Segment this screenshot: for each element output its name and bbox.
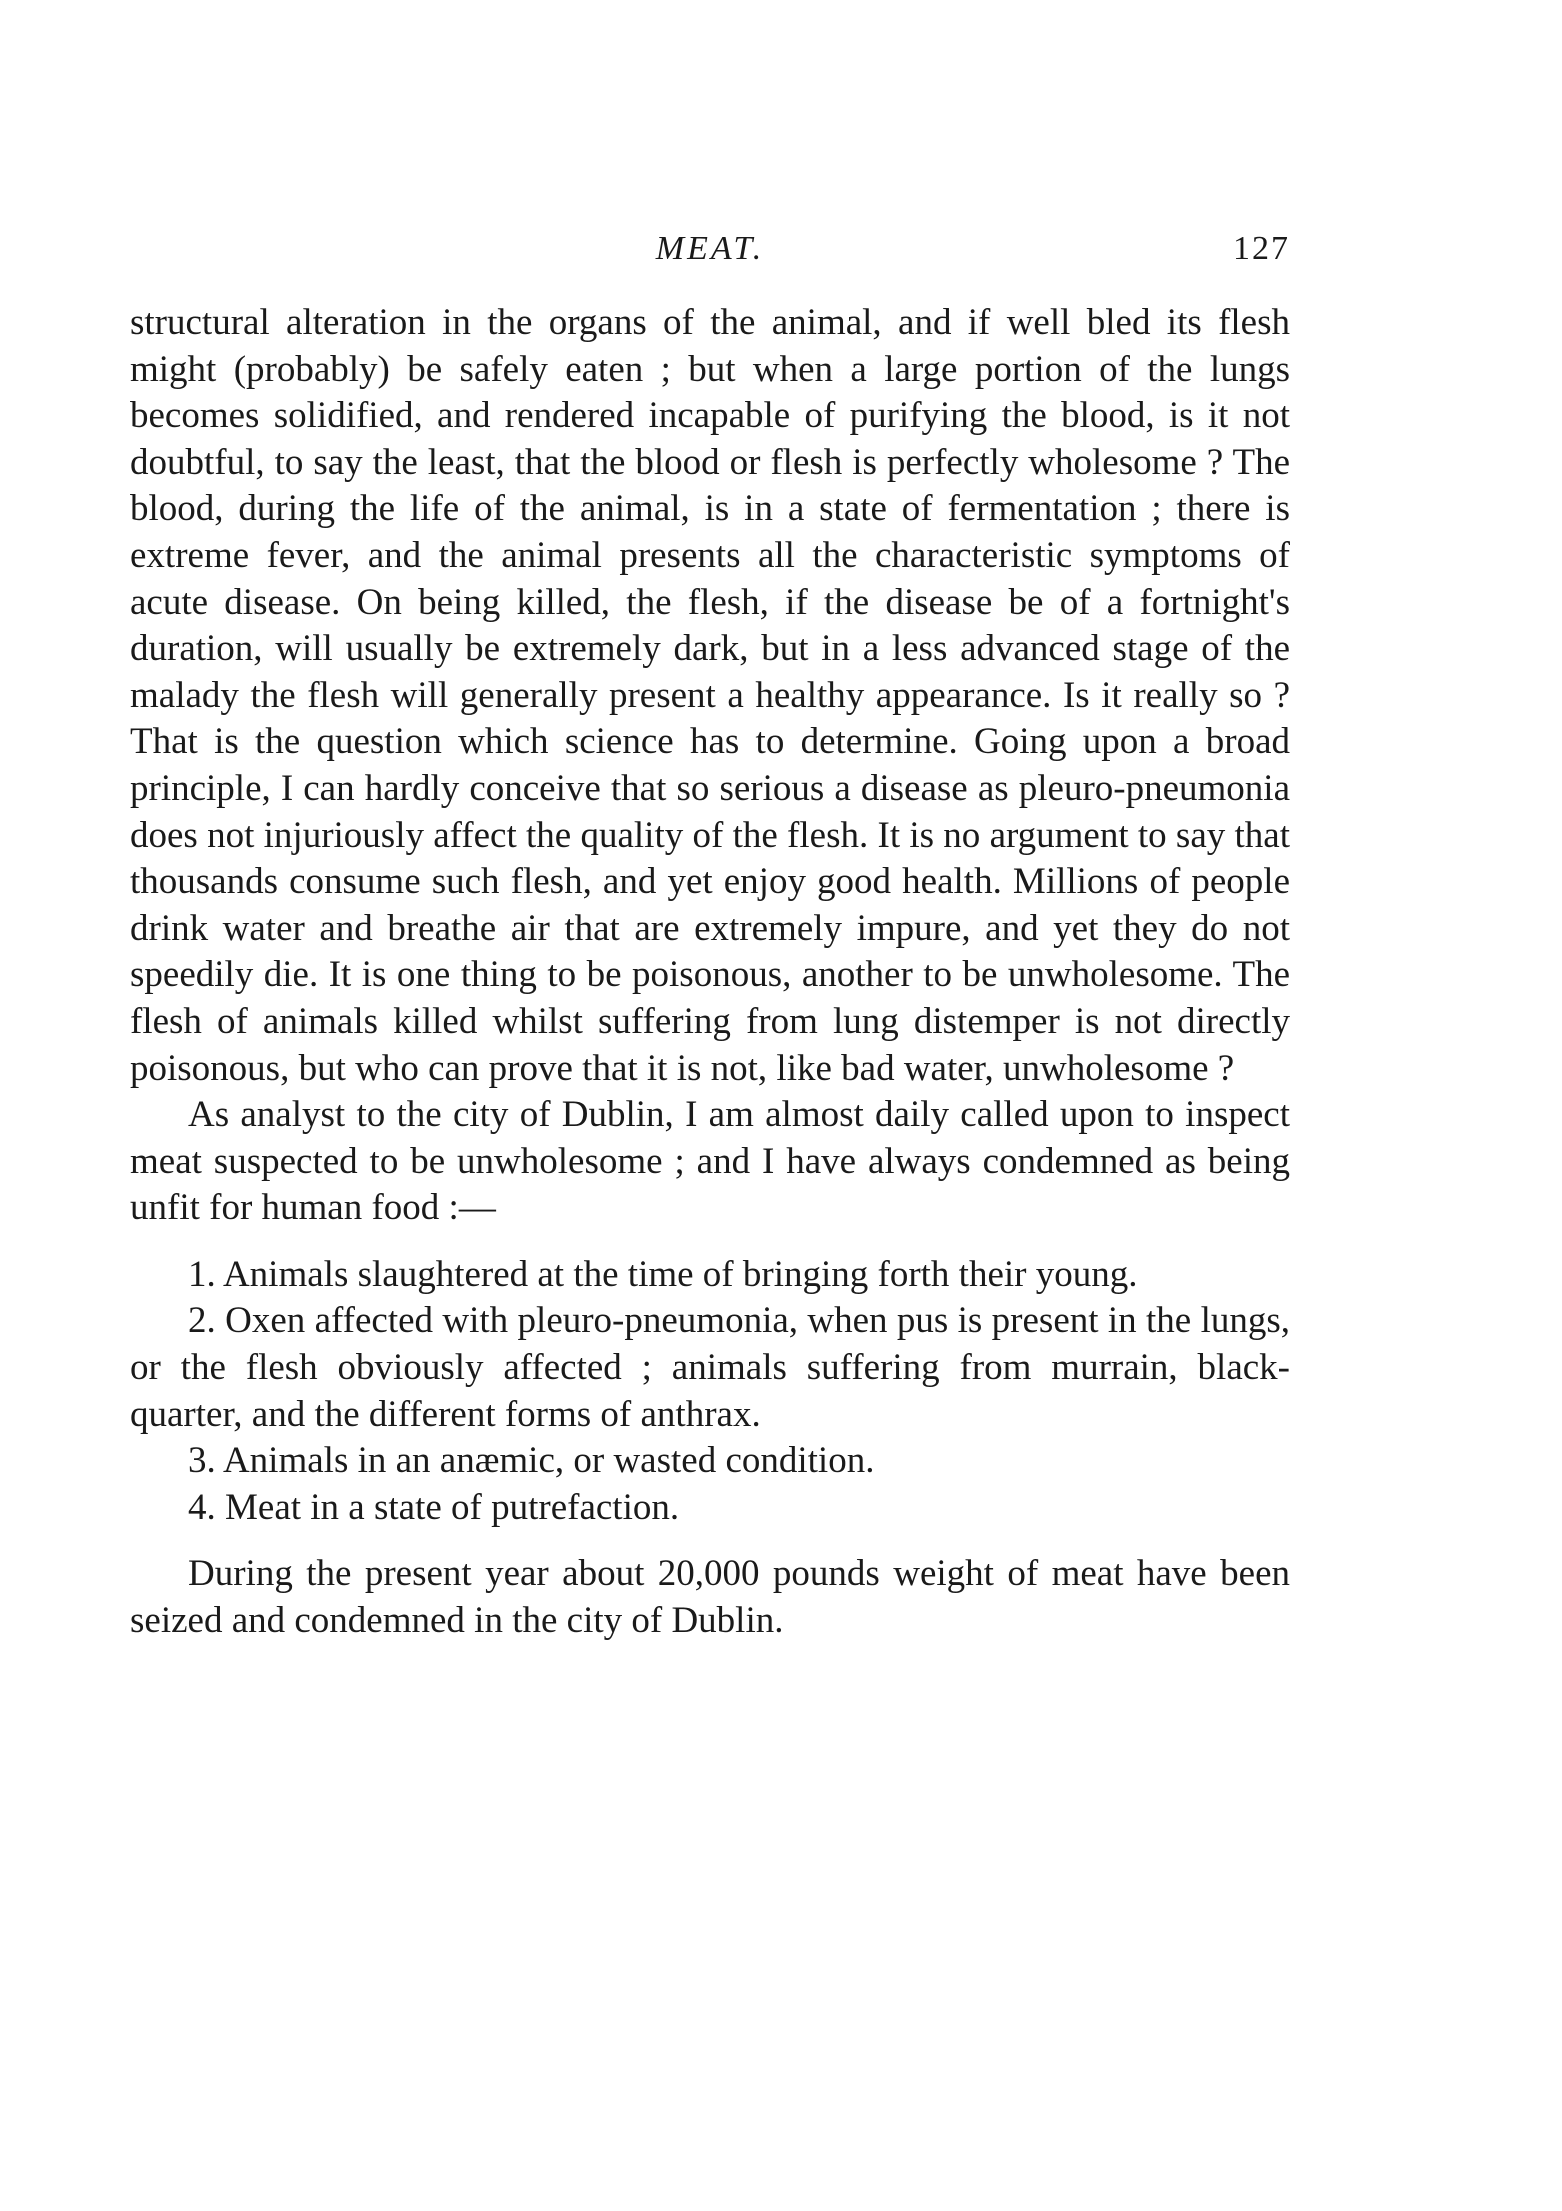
- paragraph-continuation: structural alteration in the organs of the animal, and if well bled its flesh might (probably) be safely eaten ; but when a large portion of the lungs becomes solidified, and rendered incapable of purifying the blood, is it not doubtful, to say the least, that the blood or flesh is perfectly wholesome ? The blood, during the life of the animal, is in a state of fermentation ; there is extreme fever, and the animal presents all the characteristic symptoms of acute disease. On being killed, the flesh, if the disease be of a fortnight's duration, will usually be extremely dark, but in a less advanced stage of the malady the flesh will generally present a healthy appearance. Is it really so ? That is the question which science has to determine. Going upon a broad principle, I can hardly conceive that so serious a disease as pleuro-pneumonia does not injuriously affect the quality of the flesh. It is no argument to say that thousands consume such flesh, and yet enjoy good health. Millions of people drink water and breathe air that are extremely impure, and yet they do not speedily die. It is one thing to be poisonous, another to be unwholesome. The flesh of animals killed whilst suffering from lung distemper is not directly poisonous, but who can prove that it is not, like bad water, unwholesome ?: [130, 302, 1290, 1089]
- list-item: 1. Animals slaughtered at the time of bringing forth their young.: [188, 1253, 1138, 1295]
- paragraph-analyst: As analyst to the city of Dublin, I am almost daily called upon to inspect meat suspected to be unwholesome ; and I have always condemned as being unfit for human food :—: [130, 1094, 1290, 1229]
- condemnation-list: [130, 1252, 1290, 1532]
- list-item: 3. Animals in an anæmic, or wasted condition.: [188, 1440, 875, 1482]
- body-text: [130, 300, 1290, 1645]
- paragraph-closing: During the present year about 20,000 pounds weight of meat have been seized and condemned in the city of Dublin.: [130, 1553, 1290, 1642]
- page-number: 127: [1233, 230, 1290, 267]
- page-header: [130, 230, 1290, 280]
- list-item: 4. Meat in a state of putrefaction.: [188, 1486, 680, 1528]
- running-head: MEAT.: [655, 230, 765, 267]
- list-item: 2. Oxen affected with pleuro-pneumonia, when pus is present in the lungs, or the flesh obviously affected ; animals suffering from murrain, black-quarter, and the different forms of anthrax.: [130, 1300, 1290, 1435]
